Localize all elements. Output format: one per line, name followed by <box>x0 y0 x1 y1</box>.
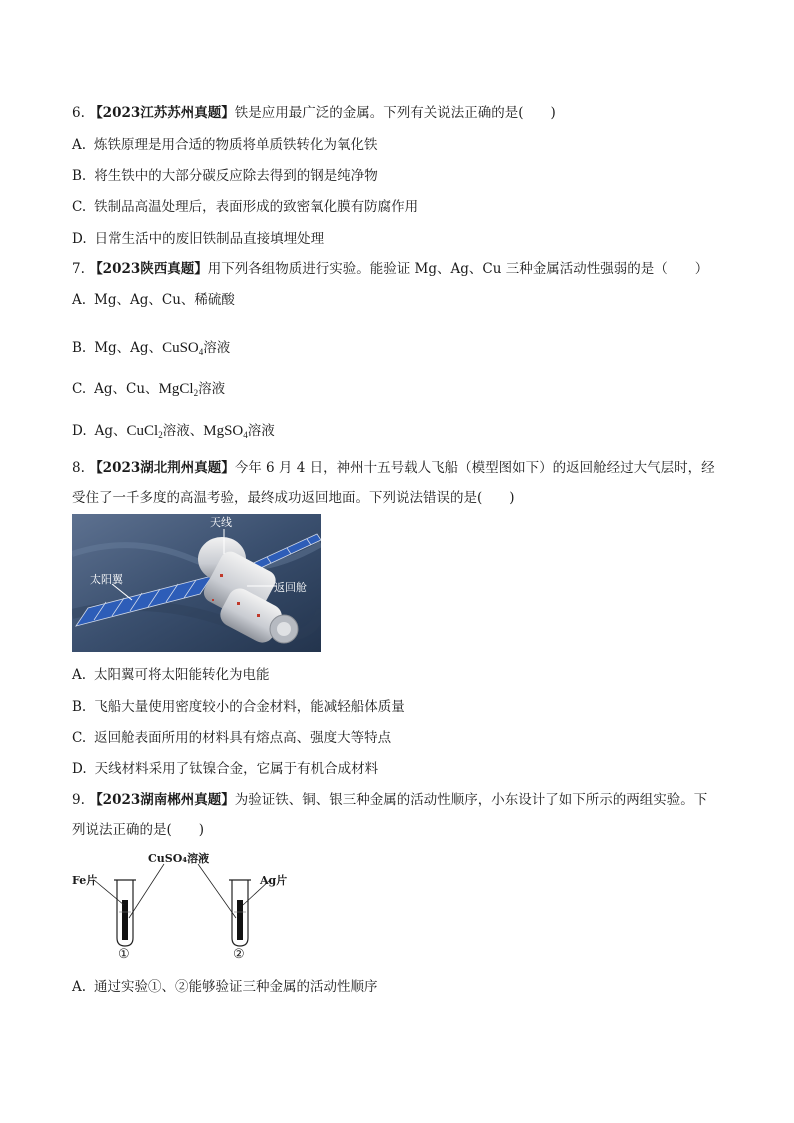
option-text: 飞船大量使用密度较小的合金材料，能减轻船体质量 <box>94 699 405 715</box>
q8-option-c <box>72 728 391 748</box>
label-tube-2: ② <box>233 947 245 962</box>
q9-source-tag: 【2023湖南郴州真题】 <box>89 792 235 808</box>
q6-option-d <box>72 229 324 249</box>
q7-stem-text: 用下列各组物质进行实验。能验证 Mg、Ag、Cu 三种金属活动性强弱的是（ ） <box>207 261 709 277</box>
label-cuso4-solution: CuSO₄溶液 <box>148 852 210 865</box>
q9-number: 9. <box>72 792 85 808</box>
q6-stem-text: 铁是应用最广泛的金属。下列有关说法正确的是( ) <box>234 105 556 121</box>
option-text: 炼铁原理是用合适的物质将单质铁转化为氧化铁 <box>94 137 378 153</box>
option-label: D. <box>72 423 87 439</box>
q8-source-tag: 【2023湖北荆州真题】 <box>89 460 235 476</box>
option-text: Ag、Cu、 <box>94 381 159 397</box>
option-text-suffix: 溶液 <box>247 423 275 439</box>
q7-source-tag: 【2023陕西真题】 <box>89 261 208 277</box>
q9-stem-text: 为验证铁、铜、银三种金属的活动性顺序，小东设计了如下所示的两组实验。下 <box>234 792 708 808</box>
solution-leader-1 <box>129 864 164 918</box>
test-tube-figure <box>72 850 312 962</box>
label-fe-strip: Fe片 <box>72 874 98 887</box>
option-label: A. <box>72 979 87 995</box>
q9-stem-line1 <box>72 790 707 810</box>
q8-stem-text-cont: 受住了一千多度的高温考验，最终成功返回地面。下列说法错误的是( ) <box>72 490 515 506</box>
formula-cucl2: CuCl$_2$ <box>126 423 163 440</box>
option-text: Mg、Ag、 <box>94 340 163 356</box>
option-label: C. <box>72 730 87 746</box>
label-return-capsule: 返回舱 <box>274 581 307 594</box>
q9-stem-text-cont: 列说法正确的是( ) <box>72 822 205 838</box>
option-text: 太阳翼可将太阳能转化为电能 <box>94 667 270 683</box>
option-label: A. <box>72 137 87 153</box>
option-label: B. <box>72 340 87 356</box>
q8-number: 8. <box>72 460 85 476</box>
formula-mgcl2: MgCl$_2$ <box>158 381 199 398</box>
q7-option-c <box>72 379 225 403</box>
option-label: B. <box>72 699 87 715</box>
q6-option-b <box>72 166 378 186</box>
formula-cuso4: CuSO$_4$ <box>162 340 204 357</box>
option-label: C. <box>72 381 87 397</box>
option-text: 通过实验①、②能够验证三种金属的活动性顺序 <box>94 979 378 995</box>
option-text: Mg、Ag、Cu、稀硫酸 <box>94 292 235 308</box>
option-label: D. <box>72 761 87 777</box>
option-label: A. <box>72 667 87 683</box>
q8-option-d <box>72 759 378 779</box>
option-text-suffix: 溶液 <box>198 381 226 397</box>
option-text: 返回舱表面所用的材料具有熔点高、强度大等特点 <box>94 730 392 746</box>
option-text-middle: 溶液、 <box>162 423 204 439</box>
option-label: B. <box>72 168 87 184</box>
q9-stem-line2 <box>72 820 204 840</box>
option-label: A. <box>72 292 87 308</box>
q8-stem-text: 今年 6 月 4 日，神州十五号载人飞船（模型图如下）的返回舱经过大气层时，经 <box>234 460 715 476</box>
option-label: C. <box>72 199 87 215</box>
solution-leader-2 <box>198 864 236 918</box>
option-text: 将生铁中的大部分碳反应除去得到的钢是纯净物 <box>94 168 378 184</box>
spacecraft-figure <box>72 514 321 652</box>
option-text: Ag、 <box>94 423 127 439</box>
label-solar-wing: 太阳翼 <box>90 573 123 586</box>
label-antenna: 天线 <box>210 516 232 529</box>
q7-number: 7. <box>72 261 85 277</box>
q8-option-a <box>72 665 270 685</box>
q6-stem <box>72 103 556 123</box>
q7-option-b <box>72 338 230 362</box>
option-text-suffix: 溶液 <box>203 340 231 356</box>
test-tube-illustration <box>72 850 312 962</box>
q9-option-a <box>72 977 378 997</box>
q8-stem-line1 <box>72 458 715 478</box>
q6-option-a <box>72 135 378 155</box>
q8-stem-line2 <box>72 488 515 508</box>
q6-option-c <box>72 197 418 217</box>
option-label: D. <box>72 231 87 247</box>
q6-number: 6. <box>72 105 85 121</box>
option-text: 铁制品高温处理后，表面形成的致密氧化膜有防腐作用 <box>94 199 419 215</box>
q6-source-tag: 【2023江苏苏州真题】 <box>89 105 235 121</box>
q7-option-d <box>72 421 275 445</box>
q7-stem <box>72 259 708 279</box>
option-text: 天线材料采用了钛镍合金，它属于有机合成材料 <box>94 761 379 777</box>
label-ag-strip: Ag片 <box>260 874 288 887</box>
fe-leader <box>94 880 124 905</box>
formula-mgso4: MgSO$_4$ <box>203 423 248 440</box>
q8-option-b <box>72 697 405 717</box>
option-text: 日常生活中的废旧铁制品直接填埋处理 <box>94 231 325 247</box>
label-tube-1: ① <box>118 947 130 962</box>
q7-option-a <box>72 290 235 310</box>
